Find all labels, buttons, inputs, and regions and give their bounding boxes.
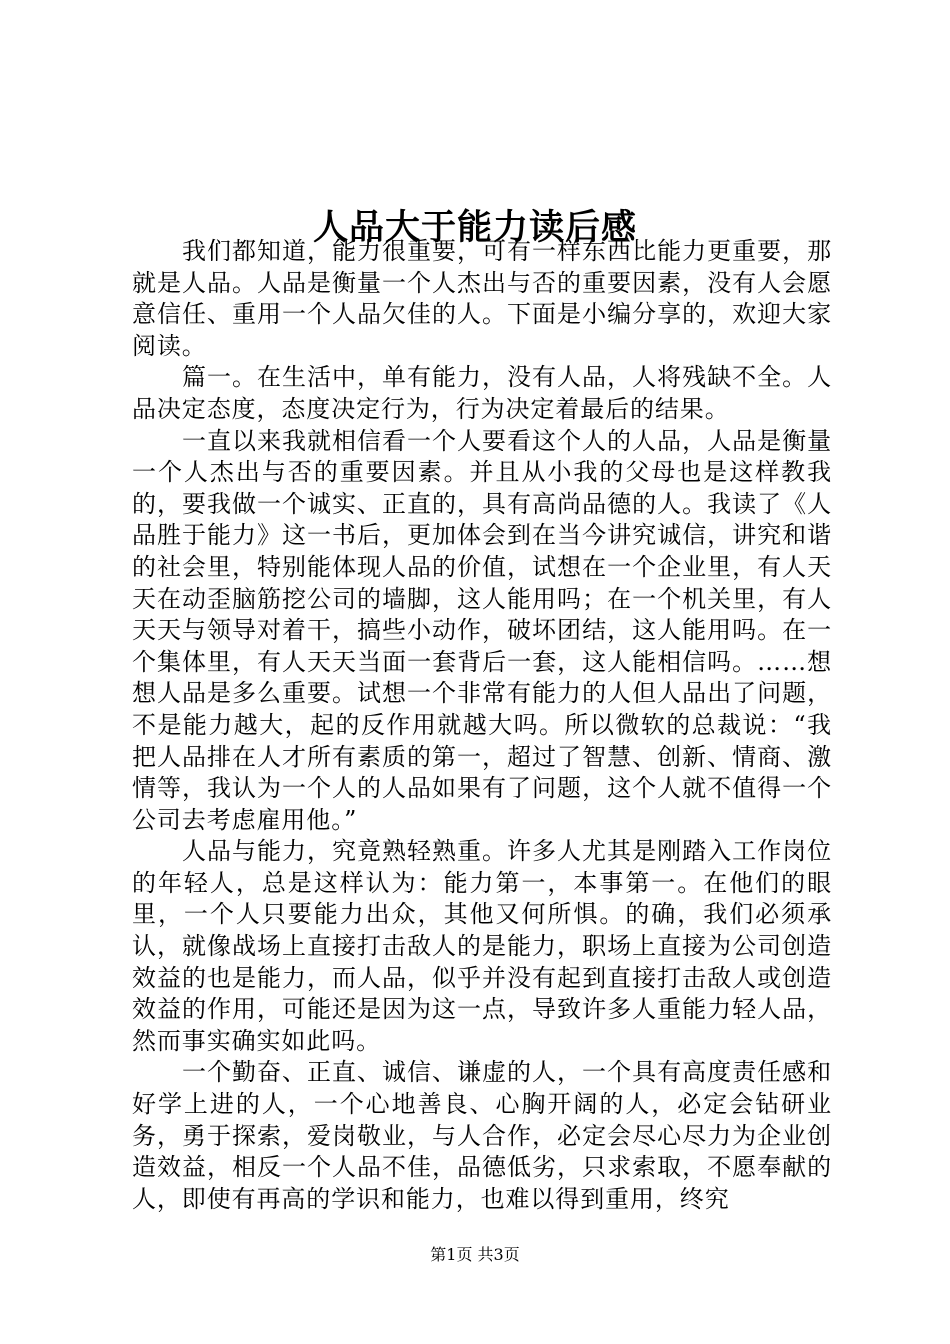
paragraph-part-one: 篇一。在生活中，单有能力，没有人品，人将残缺不全。人品决定态度，态度决定行为，行为决定着最后的结果。 bbox=[132, 363, 832, 423]
paragraph-diligent-person: 一个勤奋、正直、诚信、谦虚的人，一个具有高度责任感和好学上进的人，一个心地善良、心胸开阔的人，必定会钻研业务，勇于探索，爱岗敬业，与人合作，必定会尽心尽力为企业创造效益，相反一个人品不佳，品德低劣，只求索取，不愿奉献的人，即使有再高的学识和能力，也难以得到重用，终究 bbox=[132, 1058, 832, 1213]
paragraph-belief: 一直以来我就相信看一个人要看这个人的人品，人品是衡量一个人杰出与否的重要因素。并且从小我的父母也是这样教我的，要我做一个诚实、正直的，具有高尚品德的人。我读了《人品胜于能力》这一书后，更加体会到在当今讲究诚信，讲究和谐的社会里，特别能体现人品的价值，试想在一个企业里，有人天天在动歪脑筋挖公司的墙脚，这人能用吗；在一个机关里，有人天天与领导对着干，搞些小动作，破坏团结，这人能用吗。在一个集体里，有人天天当面一套背后一套，这人能相信吗。……想想人品是多么重要。试想一个非常有能力的人但人品出了问题，不是能力越大，起的反作用就越大吗。所以微软的总裁说：“我把人品排在人才所有素质的第一，超过了智慧、创新、情商、激情等，我认为一个人的人品如果有了问题，这个人就不值得一个公司去考虑雇用他。” bbox=[132, 426, 832, 834]
document-title: 人品大于能力读后感 bbox=[312, 207, 637, 249]
paragraph-character-vs-ability: 人品与能力，究竟熟轻熟重。许多人尤其是刚踏入工作岗位的年轻人，总是这样认为：能力第一，本事第一。在他们的眼里，一个人只要能力出众，其他又何所惧。的确，我们必须承认，就像战场上直接打击敌人的是能力，职场上直接为公司创造效益的也是能力，而人品，似乎并没有起到直接打击敌人或创造效益的作用，可能还是因为这一点，导致许多人重能力轻人品，然而事实确实如此吗。 bbox=[132, 837, 832, 1055]
page-number-footer: 第1页 共3页 bbox=[430, 1245, 520, 1264]
document-body bbox=[132, 236, 832, 1215]
paragraph-intro: 我们都知道，能力很重要，可有一样东西比能力更重要，那就是人品。人品是衡量一个人杰出与否的重要因素，没有人会愿意信任、重用一个人品欠佳的人。下面是小编分享的，欢迎大家阅读。 bbox=[132, 237, 832, 360]
